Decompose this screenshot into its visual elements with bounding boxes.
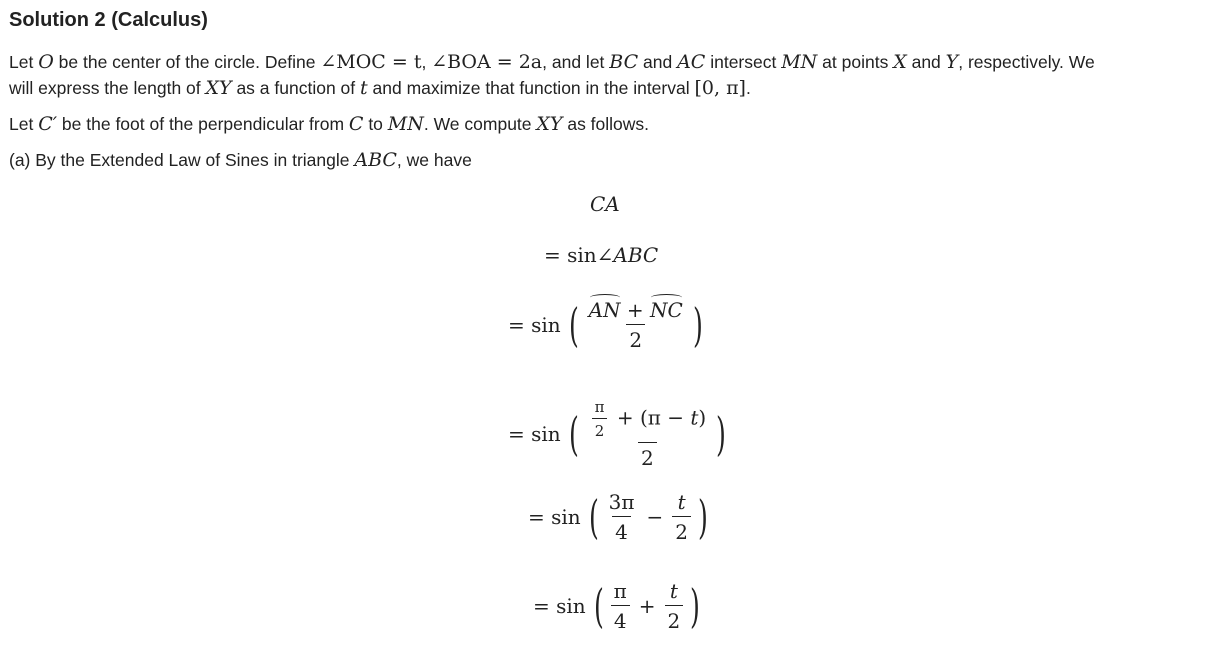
- arc-an: AN: [588, 298, 621, 322]
- fraction-t-over-2: $\frac{t}{2}$: [672, 490, 691, 544]
- solution-title: Solution 2 (Calculus): [9, 9, 208, 31]
- left-paren: (: [588, 490, 599, 544]
- arc-nc: NC: [650, 298, 683, 322]
- equation-sin-pi-half: = sin ( $\frac{\pi}{2}$ + (π − t) 2 ): [508, 398, 727, 470]
- fraction-3pi-over-4: $\frac{3\pi}{4}$: [608, 490, 635, 544]
- math-mn-2: MN: [387, 113, 424, 135]
- paragraph-law-of-sines: (a) By the Extended Law of Sines in triangle ABC, we have: [9, 149, 472, 171]
- math-xy-2: XY: [536, 113, 563, 135]
- math-c: C: [348, 113, 364, 135]
- equation-sin-arcs: = sin ( $\frac{AN + NC}{2}$ ): [508, 298, 703, 352]
- fraction-outer: $\frac{\pi}{2}$ + (π − t) 2: [586, 398, 710, 470]
- math-t: t: [360, 77, 368, 99]
- math-angle-moc: ∠MOC = t: [320, 51, 422, 73]
- right-paren: ): [690, 579, 701, 633]
- fraction-pi-over-4: $\frac{\pi}{4}$: [611, 579, 630, 633]
- right-paren: ): [698, 490, 708, 544]
- left-paren: (: [568, 407, 579, 461]
- math-interval: [0, π]: [694, 77, 746, 99]
- math-ac: AC: [677, 51, 706, 73]
- math-o: O: [38, 51, 54, 73]
- math-bc: BC: [609, 51, 639, 73]
- equation-sin-abc: = sin ∠ABC: [544, 243, 659, 267]
- equation-ca: CA: [590, 192, 620, 216]
- fraction-pi-over-2: $\frac{\pi}{2}$: [592, 398, 608, 440]
- math-c-prime: C′: [38, 113, 58, 135]
- paragraph-intro-line1: Let O be the center of the circle. Define ∠MOC = t, ∠BOA = 2a, and let BC and AC intersect MN at points X and Y, respectively. We: [9, 51, 1095, 73]
- right-paren: ): [692, 298, 703, 352]
- equation-sin-pi-4: = sin ( $\frac{\pi}{4}$ + $\frac{t}{2}$ ): [533, 579, 701, 633]
- paragraph-intro-line2: will express the length of XY as a function of t and maximize that function in the interval [0, π].: [9, 77, 751, 99]
- math-abc: ABC: [354, 149, 397, 171]
- left-paren: (: [568, 298, 579, 352]
- equation-sin-3pi-4: = sin ( $\frac{3\pi}{4}$ − $\frac{t}{2}$ ): [528, 490, 708, 544]
- math-xy: XY: [205, 77, 232, 99]
- math-x: X: [893, 51, 907, 73]
- math-angle-boa: ∠BOA = 2a: [431, 51, 543, 73]
- math-mn: MN: [781, 51, 818, 73]
- right-paren: ): [716, 407, 727, 461]
- fraction-t-over-2: $\frac{t}{2}$: [665, 579, 684, 633]
- fraction-arcs: $\frac{AN + NC}{2}$: [588, 298, 683, 352]
- left-paren: (: [593, 579, 604, 633]
- math-y: Y: [945, 51, 959, 73]
- paragraph-foot-perpendicular: Let C′ be the foot of the perpendicular from C to MN. We compute XY as follows.: [9, 113, 650, 135]
